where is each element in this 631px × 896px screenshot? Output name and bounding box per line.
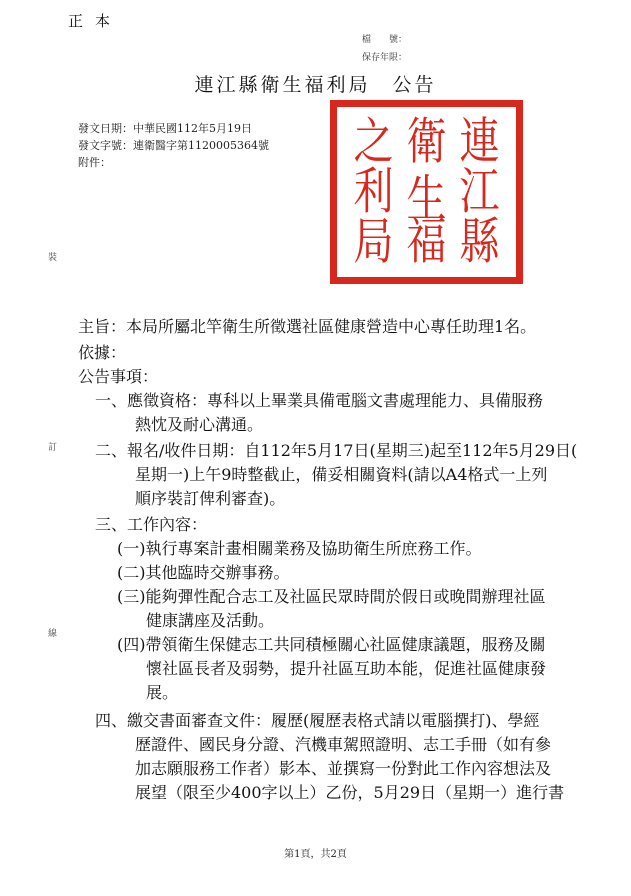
- item3-sub3-line1: (三)能夠彈性配合志工及社區民眾時間於假日或晚間辦理社區: [117, 587, 546, 606]
- page-number: 第1頁，共2頁: [284, 849, 347, 860]
- copy-label: 正本: [68, 12, 123, 30]
- seal-char: 福: [406, 213, 447, 271]
- item3-sub4-line3: 展。: [146, 683, 179, 702]
- retention-period-label: 保存年限：: [362, 53, 408, 63]
- seal-char: 縣: [459, 213, 500, 271]
- seal-char: 衛: [406, 113, 447, 171]
- seal-char: 之: [353, 113, 394, 171]
- seal-char: 江: [459, 163, 500, 221]
- item1-line2: 熱忱及耐心溝通。: [135, 415, 264, 434]
- file-number-label: 檔 號：: [362, 35, 408, 45]
- issue-date: 發文日期：中華民國112年5月19日: [78, 122, 252, 135]
- subject-line: 主旨：本局所屬北竿衛生所徵選社區健康營造中心專任助理1名。: [78, 317, 537, 336]
- item2-line3: 順序裝訂俾利審查)。: [135, 489, 286, 508]
- item3-sub3-line2: 健康講座及活動。: [146, 611, 275, 630]
- item3-sub2: (二)其他臨時交辦事務。: [117, 563, 290, 582]
- binding-mark-xian: 線: [48, 629, 58, 639]
- item3-heading: 三、工作內容：: [95, 515, 208, 534]
- seal-char: 生: [406, 170, 447, 229]
- item3-sub4-line1: (四)帶領衛生保健志工共同積極關心社區健康議題，服務及關: [117, 635, 546, 654]
- seal-char: 局: [353, 213, 394, 271]
- item4-line2: 歷證件、國民身分證、汽機車駕照證明、志工手冊（如有參: [135, 735, 552, 754]
- item3-sub4-line2: 懷社區長者及弱勢，提升社區互助本能，促進社區健康發: [146, 659, 547, 678]
- item3-sub1: (一)執行專案計畫相關業務及協助衛生所庶務工作。: [117, 539, 482, 558]
- notice-heading: 公告事項：: [78, 367, 159, 386]
- document-number: 發文字號：連衛醫字第1120005364號: [78, 139, 269, 152]
- seal-char: 連: [459, 113, 500, 171]
- official-seal-stamp: [330, 100, 523, 284]
- basis-line: 依據：: [78, 343, 127, 362]
- document-title: 連江縣衛生福利局 公告: [194, 74, 437, 96]
- binding-mark-zhuang: 裝: [48, 253, 58, 263]
- item4-line4: 展望（限至少400字以上）乙份，5月29日（星期一）進行書: [135, 783, 565, 802]
- item4-line1: 四、繳交書面審查文件：履歷(履歷表格式請以電腦撰打)、學經: [95, 711, 540, 730]
- item2-line1: 二、報名/收件日期：自112年5月17日(星期三)起至112年5月29日(: [95, 441, 578, 460]
- attachment-label: 附件：: [78, 156, 111, 169]
- binding-mark-ding: 訂: [48, 443, 58, 453]
- item2-line2: 星期一)上午9時整截止，備妥相關資料(請以A4格式一上列: [135, 465, 548, 484]
- item1-line1: 一、應徵資格：專科以上畢業具備電腦文書處理能力、具備服務: [95, 391, 544, 410]
- seal-char: 利: [353, 163, 394, 221]
- item4-line3: 加志願服務工作者）影本、並撰寫一份對此工作內容想法及: [135, 759, 552, 778]
